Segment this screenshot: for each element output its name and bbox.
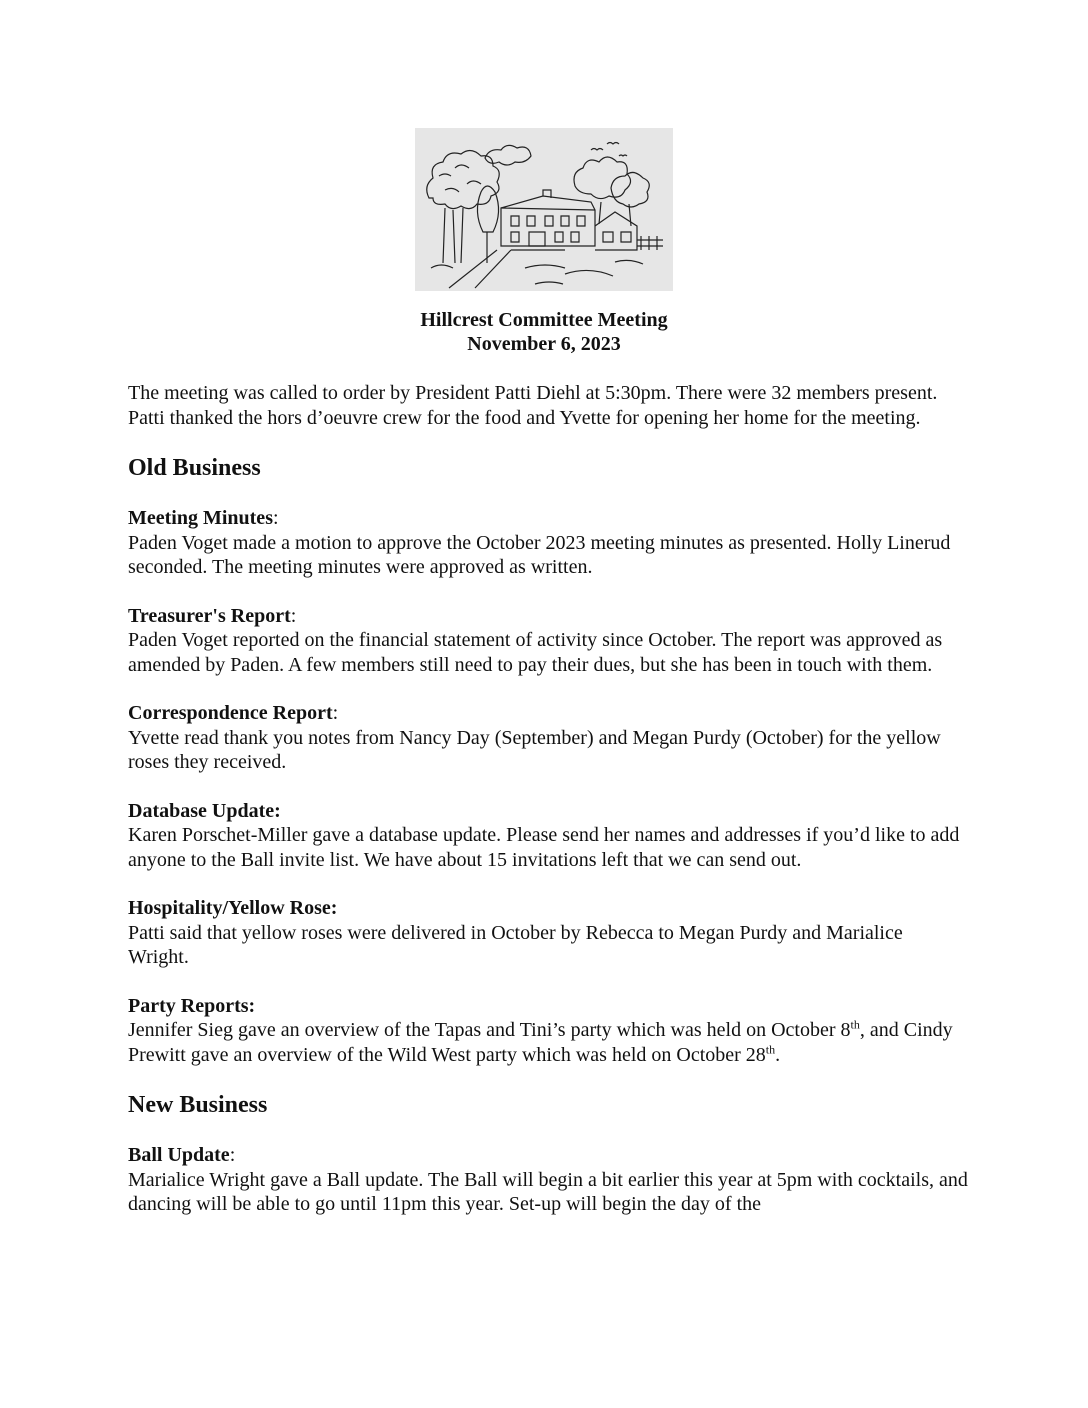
party-reports-heading: Party Reports:	[128, 994, 256, 1017]
correspondence-report-heading: Correspondence Report	[128, 702, 333, 724]
database-update-heading: Database Update:	[128, 799, 281, 822]
meeting-minutes-heading: Meeting Minutes	[128, 507, 273, 529]
database-update-text: Karen Porschet-Miller gave a database update. Please send her names and addresses if you’d like to add anyone to the Ball invite list. We have about 15 invitations left that we can send out.	[128, 824, 960, 871]
correspondence-report-section: Correspondence Report: Yvette read thank you notes from Nancy Day (September) and Megan Purdy (October) for the yellow roses they received.	[128, 701, 968, 775]
meeting-minutes-text: Paden Voget made a motion to approve the October 2023 meeting minutes as presented. Holly Linerud seconded. The meeting minutes were approved as written.	[128, 531, 951, 578]
meeting-date: November 6, 2023	[467, 333, 621, 355]
ball-update-heading: Ball Update	[128, 1144, 230, 1166]
meeting-title: Hillcrest Committee Meeting	[420, 309, 668, 331]
hospitality-heading: Hospitality/Yellow Rose:	[128, 897, 338, 919]
treasurer-report-section: Treasurer's Report: Paden Voget reported on the financial statement of activity since October. The report was approved as amended by Paden. A few members still need to pay their dues, but she has been in touch with them.	[128, 604, 968, 678]
treasurer-report-heading: Treasurer's Report	[128, 604, 291, 627]
treasurer-report-text: Paden Voget reported on the financial statement of activity since October. The report was approved as amended by Paden. A few members still need to pay their dues, but she has been in touch with them.	[128, 629, 943, 676]
ball-update-section: Ball Update: Marialice Wright gave a Ball update. The Ball will begin a bit earlier this year at 5pm with cocktails, and dancing will be able to go until 11pm this year. Set-up will begin the day of the	[128, 1144, 968, 1215]
minutes-body	[128, 381, 968, 1241]
meeting-title-block	[0, 308, 1088, 356]
meeting-minutes-section: Meeting Minutes: Paden Voget made a motion to approve the October 2023 meeting minutes as presented. Holly Linerud seconded. The meeting minutes were approved as written.	[128, 506, 968, 580]
party-reports-text: Jennifer Sieg gave an overview of the Tapas and Tini’s party which was held on October 8th, and Cindy Prewitt gave an overview of the Wild West party which was held on October 28th.	[128, 1017, 953, 1066]
hospitality-text: Patti said that yellow roses were delivered in October by Rebecca to Megan Purdy and Marialice Wright.	[128, 921, 903, 968]
database-update-section	[128, 799, 968, 873]
hospitality-section	[128, 896, 968, 970]
ball-update-text: Marialice Wright gave a Ball update. The Ball will begin a bit earlier this year at 5pm with cocktails, and dancing will be able to go until 11pm this year. Set-up will begin the day of the	[128, 1168, 968, 1215]
intro-paragraph: The meeting was called to order by President Patti Diehl at 5:30pm. There were 32 members present. Patti thanked the hors d’oeuvre crew for the food and Yvette for opening her home for the meeting.	[128, 382, 938, 429]
new-business-heading: New Business	[128, 1092, 268, 1118]
old-business-heading: Old Business	[128, 455, 261, 481]
correspondence-report-text: Yvette read thank you notes from Nancy Day (September) and Megan Purdy (October) for the yellow roses they received.	[128, 726, 941, 773]
hillcrest-house-sketch-icon	[415, 128, 673, 291]
party-reports-section	[128, 994, 968, 1068]
